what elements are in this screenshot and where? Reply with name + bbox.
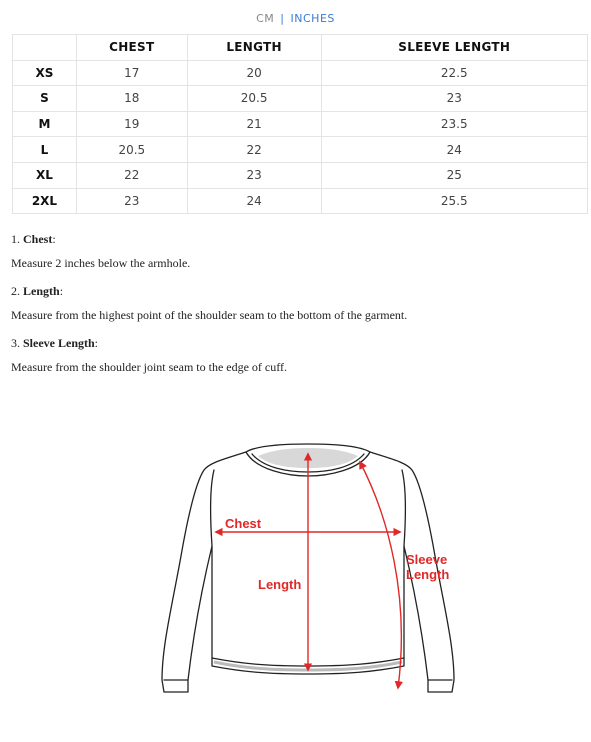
chest-value: 17 [76,60,187,86]
sleeve-length-label [406,552,449,582]
sleeve-value: 22.5 [321,60,587,86]
table-row [13,111,588,137]
instruction-title [11,336,581,350]
sleeve-value: 25 [321,162,587,188]
chest-value: 22 [76,162,187,188]
table-row [13,162,588,188]
instruction-colon: : [59,284,64,298]
table-row [13,86,588,112]
size-label: XS [13,60,77,86]
length-label: Length [258,577,302,592]
instruction-number: 3. [11,336,20,350]
measurement-instructions [11,232,581,388]
length-value: 24 [187,188,321,214]
instruction-number: 2. [11,284,20,298]
instruction-colon: : [94,336,99,350]
size-chart-table [12,34,588,214]
header-sleeve-length: SLEEVE LENGTH [321,35,587,61]
instruction-title [11,232,581,246]
sleeve-value: 23 [321,86,587,112]
table-row [13,188,588,214]
table-row [13,137,588,163]
instruction-chest [11,232,581,270]
instruction-sleeve-length [11,336,581,374]
instruction-colon: : [52,232,56,246]
chest-value: 18 [76,86,187,112]
unit-cm-option[interactable]: CM [256,12,275,25]
instruction-title [11,284,581,298]
sleeve-label-line1: Sleeve [406,552,448,567]
instruction-heading: Length [23,284,60,298]
table-row [13,60,588,86]
length-value: 23 [187,162,321,188]
sweatshirt-measurement-diagram [148,436,468,706]
unit-inches-option[interactable]: INCHES [290,12,335,25]
instruction-length [11,284,581,322]
header-chest: CHEST [76,35,187,61]
unit-toggle [0,12,591,25]
length-value: 22 [187,137,321,163]
size-label: L [13,137,77,163]
instruction-text: Measure 2 inches below the armhole. [11,256,191,270]
instruction-heading: Sleeve Length [23,336,95,350]
chest-value: 20.5 [76,137,187,163]
size-label: XL [13,162,77,188]
length-value: 20 [187,60,321,86]
sleeve-value: 23.5 [321,111,587,137]
length-value: 21 [187,111,321,137]
size-label: S [13,86,77,112]
chest-label: Chest [225,516,262,531]
sleeve-value: 24 [321,137,587,163]
length-value: 20.5 [187,86,321,112]
instruction-text: Measure from the shoulder joint seam to the edge of cuff. [11,360,288,374]
sleeve-value: 25.5 [321,188,587,214]
header-size [13,35,77,61]
instruction-heading: Chest [23,232,53,246]
size-label: M [13,111,77,137]
header-length: LENGTH [187,35,321,61]
instruction-number: 1. [11,232,20,246]
table-header-row [13,35,588,61]
size-label: 2XL [13,188,77,214]
chest-value: 23 [76,188,187,214]
chest-value: 19 [76,111,187,137]
instruction-text: Measure from the highest point of the shoulder seam to the bottom of the garment. [11,308,408,322]
sleeve-label-line2: Length [406,567,450,582]
unit-separator: | [280,12,285,25]
